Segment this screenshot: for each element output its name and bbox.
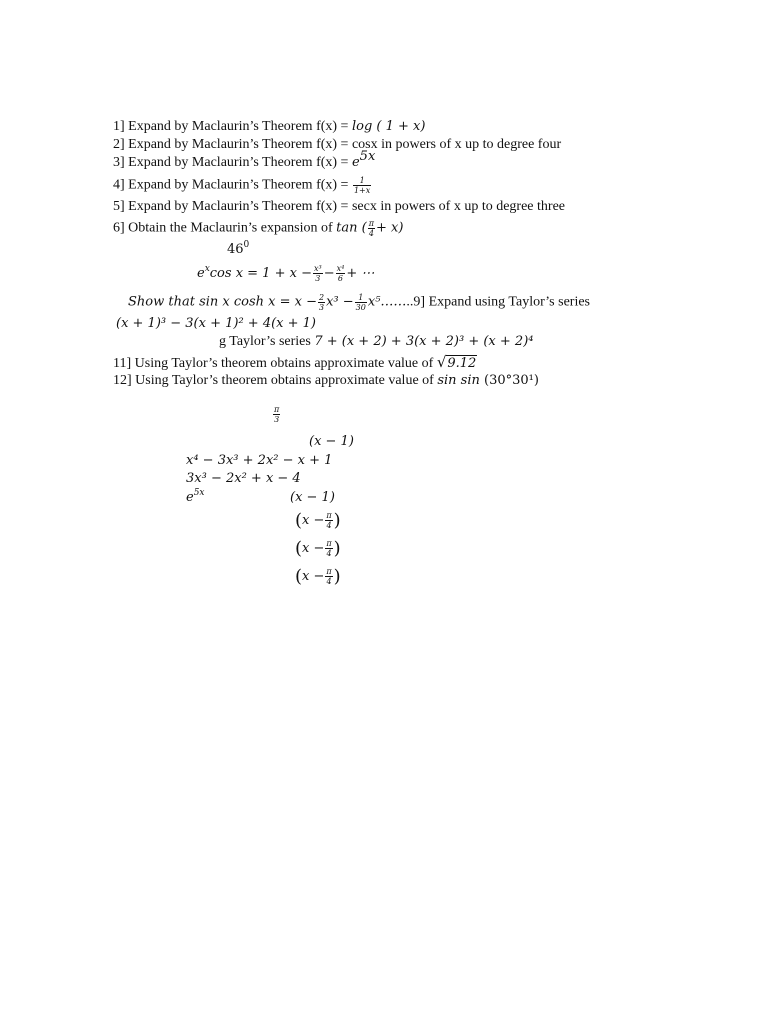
x-minus-pi-over-4-1: (x − $\frac{\pi}{4}$ ) bbox=[295, 510, 341, 531]
fraction: $\frac{\pi}{4}$ bbox=[326, 539, 332, 558]
square-root: √9.12 bbox=[436, 353, 477, 371]
question-6: 6] Obtain the Maclaurin’s expansion of tan ( $\frac{\pi}{4}$ + x) bbox=[113, 219, 404, 238]
fraction: $\frac{1}{30}$ bbox=[355, 293, 366, 312]
fraction: $\frac{2}{3}$ bbox=[319, 293, 325, 312]
question-1: 1] Expand by Maclaurin’s Theorem f(x) = log ( 1 + x) bbox=[113, 119, 426, 134]
x-minus-pi-over-4-3: (x − $\frac{\pi}{4}$ ) bbox=[295, 566, 341, 587]
x-minus-1-a: (x − 1) bbox=[309, 434, 354, 449]
e-power-5x: $e^{5x}$ bbox=[186, 488, 205, 505]
fraction: $\frac{\pi}{4}$ bbox=[368, 219, 374, 238]
polynomial-2: x⁴ − 3x³ + 2x² − x + 1 bbox=[186, 453, 333, 468]
fraction: $\frac{\pi}{3}$ bbox=[274, 405, 280, 424]
fraction: $\frac{\pi}{4}$ bbox=[326, 567, 332, 586]
fraction: $\frac{1}{1+x}$ bbox=[353, 176, 371, 195]
question-2: 2] Expand by Maclaurin’s Theorem f(x) = cosx in powers of x up to degree four bbox=[113, 137, 562, 152]
question-12: 12] Using Taylor’s theorem obtains approximate value of sin sin (30°30¹) bbox=[113, 373, 539, 388]
fraction: $\frac{\text{x³}}{3}$ bbox=[313, 264, 322, 283]
fraction: $\frac{\text{x⁴}}{6}$ bbox=[336, 264, 345, 283]
question-5: 5] Expand by Maclaurin’s Theorem f(x) = secx in powers of x up to degree three bbox=[113, 199, 565, 214]
pi-over-3 bbox=[272, 405, 281, 424]
polynomial-3: 3x³ − 2x² + x − 4 bbox=[186, 471, 301, 486]
question-4: 4] Expand by Maclaurin’s Theorem f(x) = $\frac{1}{1+x}$ bbox=[113, 176, 371, 195]
question-3: 3] Expand by Maclaurin’s Theorem $f(x) = e^{5x}$ bbox=[113, 149, 376, 170]
question-11: 11] Using Taylor’s theorem obtains approximate value of √9.12 bbox=[113, 353, 477, 371]
expansion-ex-cosx: $e^x\cos$ x = 1 + x − $\frac{\text{x³}}{3}$ − $\frac{\text{x⁴}}{6}$ + ⋯ bbox=[197, 264, 375, 283]
degree-value: $46^0$ bbox=[227, 240, 250, 257]
taylor-series-line: g Taylor’s series 7 + (x + 2) + 3(x + 2)³ + (x + 2)⁴ bbox=[219, 334, 534, 349]
polynomial-1: (x + 1)³ − 3(x + 1)² + 4(x + 1) bbox=[116, 316, 316, 331]
x-minus-pi-over-4-2: (x − $\frac{\pi}{4}$ ) bbox=[295, 538, 341, 559]
show-that-line: Show that sin x cosh x = x − $\frac{2}{3}$ x³ − $\frac{1}{30}$ x⁵……..9] Expand using Taylor’s series bbox=[128, 293, 590, 312]
x-minus-1-b: (x − 1) bbox=[290, 490, 335, 505]
fraction: $\frac{\pi}{4}$ bbox=[326, 511, 332, 530]
